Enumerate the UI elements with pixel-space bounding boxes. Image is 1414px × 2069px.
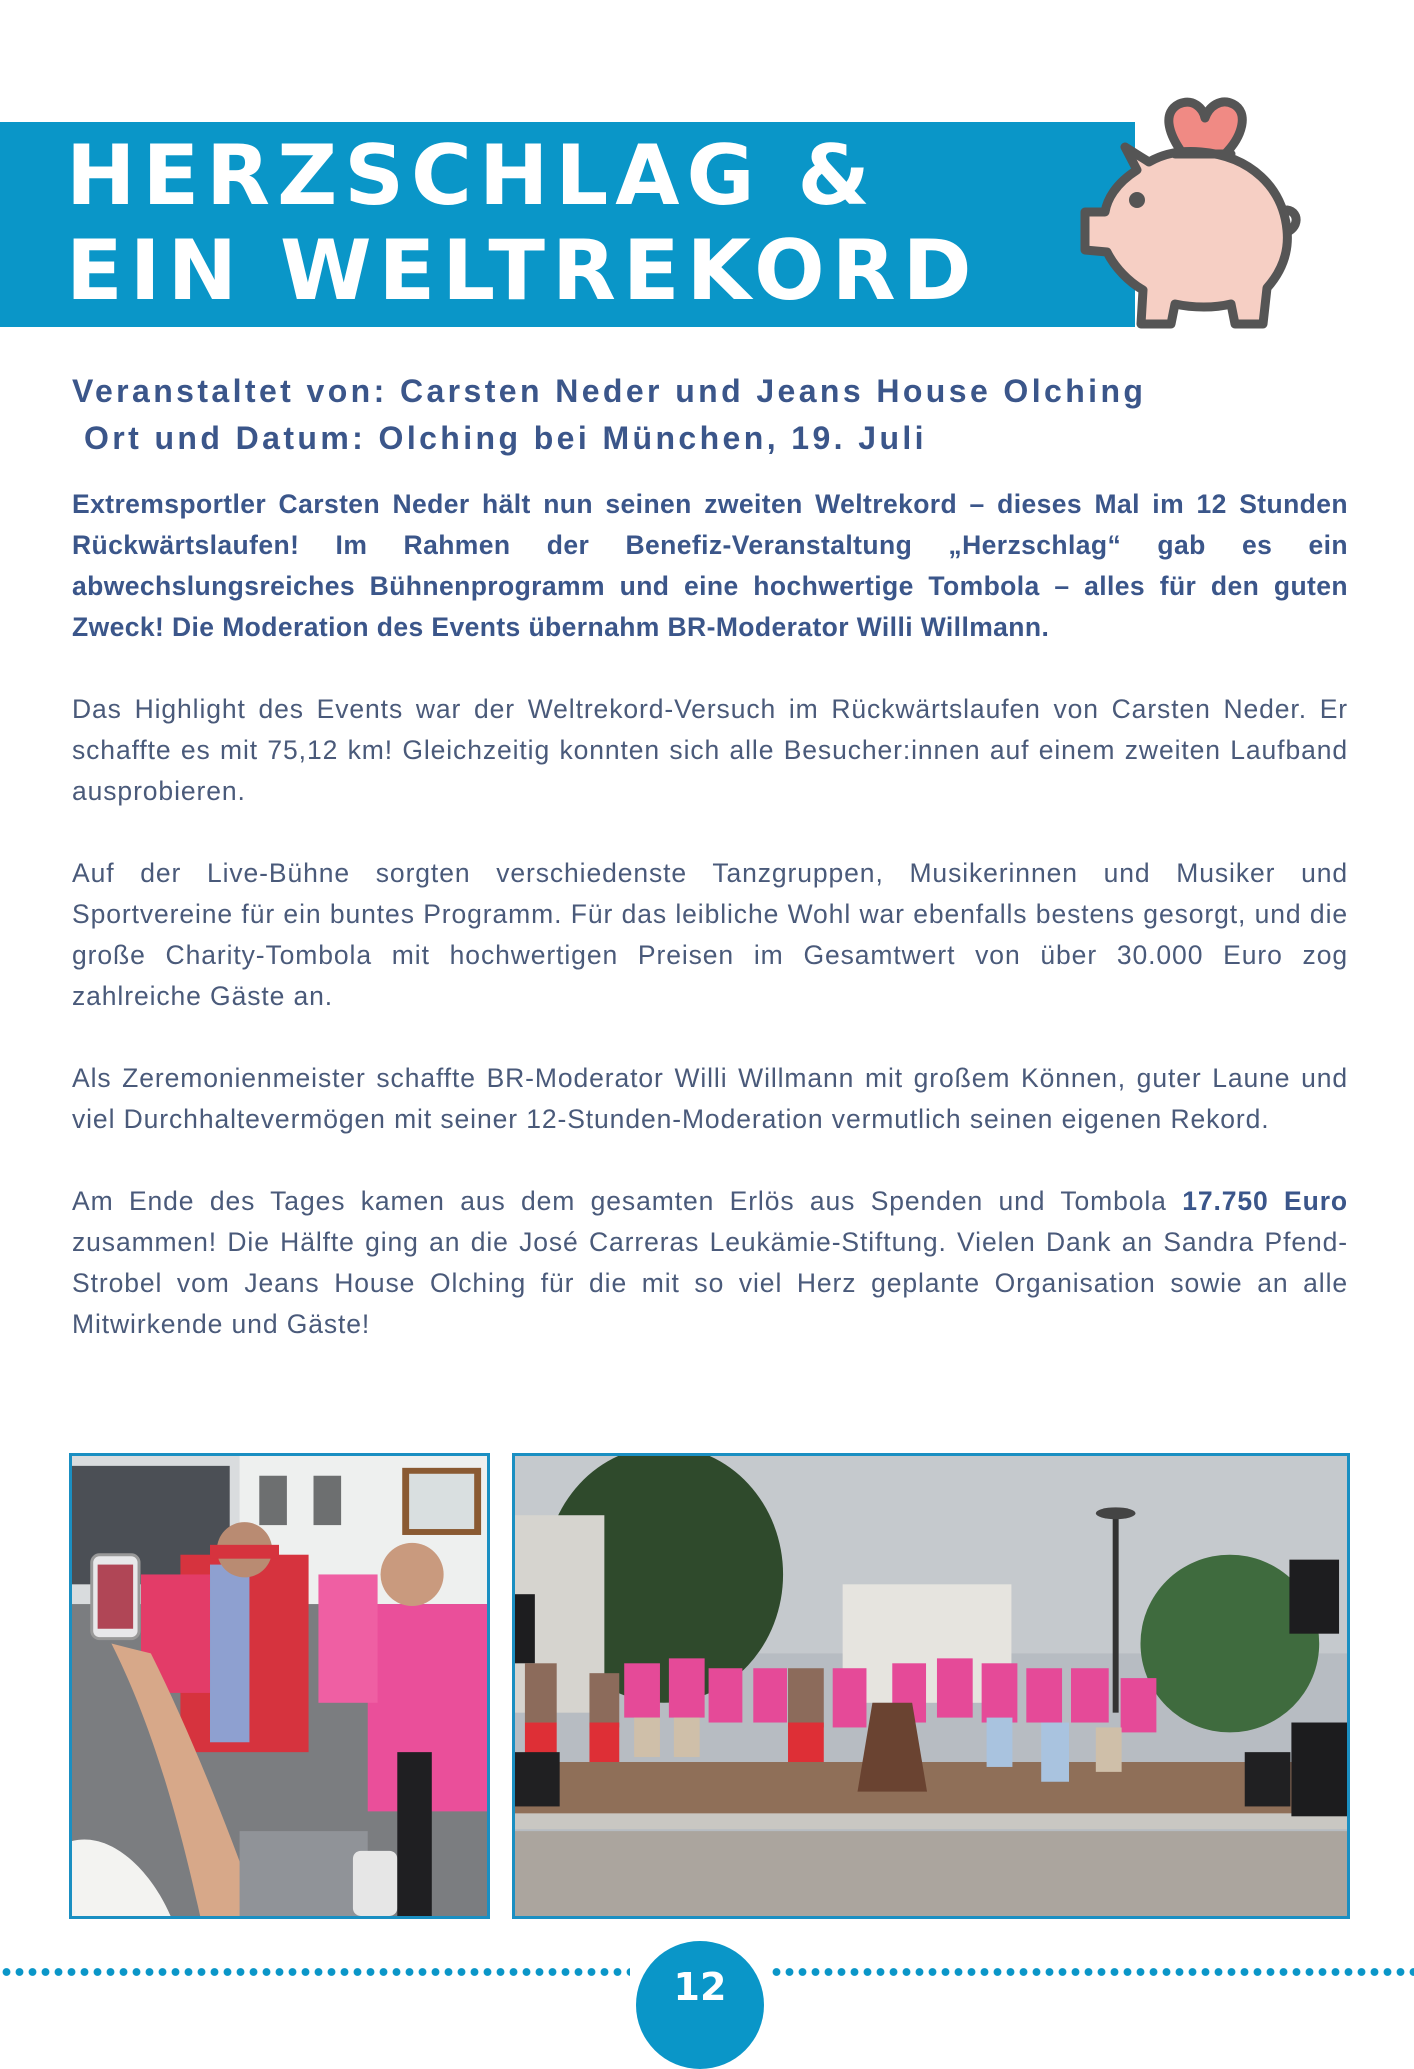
paragraph-result [72,1181,1348,1345]
paragraph-moderator: Als Zeremonienmeister schaffte BR-Moderator Willi Willmann mit großem Können, guter Laune und viel Durchhaltevermögen mit seiner 12-Stunden-Moderation vermutlich seinen eigenen Rekord. [72,1063,1348,1134]
photo-treadmill-runner [69,1453,490,1919]
result-text-start: Am Ende des Tages kamen aus dem gesamten Erlös aus Spenden und Tombola [72,1186,1183,1216]
footer-dotted-line-left [0,1968,630,1976]
paragraph-stage: Auf der Live-Bühne sorgten verschiedenste Tanzgruppen, Musikerinnen und Musiker und Sportvereine für ein buntes Programm. Für das leibliche Wohl war ebenfalls bestens gesorgt, und die große Charity-Tombola mit hochwertigen Preisen im Gesamtwert von über 30.000 Euro zog zahlreiche Gäste an. [72,858,1348,1011]
article-body [72,484,1348,1386]
page-number: 12 [636,1941,764,2069]
donation-amount: 17.750 Euro [1182,1186,1348,1216]
organizer-line: Veranstaltet von: Carsten Neder und Jeans House Olching [72,373,1147,409]
photo-stage-image [515,1456,1347,1916]
title-line-1: HERZSCHLAG & [66,127,877,224]
page-title [66,128,979,318]
lead-paragraph: Extremsportler Carsten Neder hält nun seinen zweiten Weltrekord – dieses Mal im 12 Stunden Rückwärtslaufen! Im Rahmen der Benefiz-Veranstaltung „Herzschlag“ gab es ein abwechslungsreiches Bühnenprogramm und eine hochwertige Tombola – alles für den guten Zweck! Die Moderation des Events übernahm BR-Moderator Willi Willmann. [72,489,1348,642]
title-line-2: EIN WELTREKORD [66,222,979,319]
place-date-line: Ort und Datum: Olching bei München, 19. Juli [84,420,927,456]
event-meta [72,368,1372,462]
footer-dotted-line-right [770,1968,1414,1976]
paragraph-record: Das Highlight des Events war der Weltrekord-Versuch im Rückwärtslaufen von Carsten Neder. Er schaffte es mit 75,12 km! Gleichzeitig konnten sich alle Besucher:innen auf einem zweiten Laufband ausprobieren. [72,694,1348,806]
result-text-end: zusammen! Die Hälfte ging an die José Carreras Leukämie-Stiftung. Vielen Dank an Sandra Pfend-Strobel vom Jeans House Olching für die mit so viel Herz geplante Organisation sowie an alle Mitwirkende und Gäste! [72,1227,1348,1339]
photo-treadmill-image [72,1456,487,1916]
pig-eye [1129,192,1145,208]
piggy-bank-heart-icon [1075,92,1320,332]
photo-stage-dancers [512,1453,1350,1919]
